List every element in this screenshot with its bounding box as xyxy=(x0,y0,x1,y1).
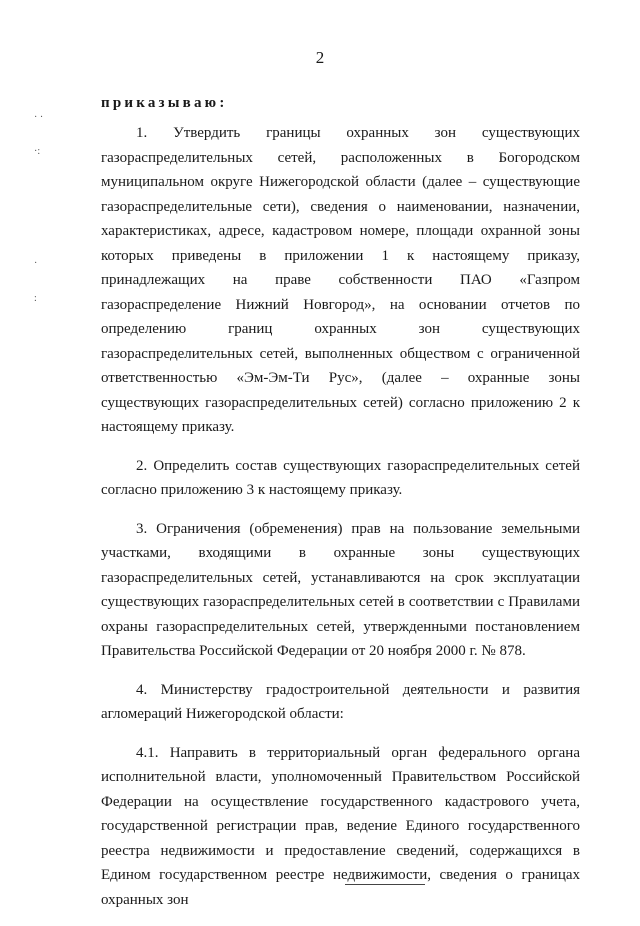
footer-rule xyxy=(345,884,425,885)
page-number: 2 xyxy=(315,48,325,67)
order-heading: приказываю: xyxy=(101,95,228,111)
document-body xyxy=(101,121,580,926)
paragraph-3: 3. Ограничения (обременения) прав на пользование земельными участками, входящими в охранные зоны существующих газораспределительных сетей, устанавливаются на срок эксплуатации существующих газораспределительных сетей в соответствии с Правилами охраны газораспределительных сетей, утвержденными постановлением Правительства Российской Федерации от 20 ноября 2000 г. № 878. xyxy=(101,520,580,659)
paragraph-4-1: 4.1. Направить в территориальный орган федерального органа исполнительной власти, уполномоченный Правительством Российской Федерации на осуществление государственного кадастрового учета, государственной регистрации прав, ведение Единого государственного реестра недвижимости и предоставление сведений, содержащихся в Едином государственном реестре недвижимости, сведения о границах охранных зон xyxy=(101,744,580,908)
paragraph-4: 4. Министерству градостроительной деятельности и развития агломераций Нижегородской области: xyxy=(101,681,580,722)
scan-speck: · · xyxy=(34,112,44,123)
scan-speck: : xyxy=(34,293,37,304)
scan-speck: · xyxy=(34,258,38,269)
scan-speck: ·: xyxy=(34,146,41,157)
paragraph-2: 2. Определить состав существующих газораспределительных сетей согласно приложению 3 к настоящему приказу. xyxy=(101,457,580,498)
paragraph-1: 1. Утвердить границы охранных зон существующих газораспределительных сетей, расположенных в Богородском муниципальном округе Нижегородской области (далее – существующие газораспределительные сети), сведения о наименовании, назначении, характеристиках, адресе, кадастровом номере, площади охранной зоны которых приведены в приложении 1 к настоящему приказу, принадлежащих на праве собственности ПАО «Газпром газораспределение Нижний Новгород», на основании отчетов по определению границ охранных зон существующих газораспределительных сетей, выполненных обществом с ограниченной ответственностью «Эм-Эм-Ти Рус», (далее – охранные зоны существующих газораспределительных сетей) согласно приложению 2 к настоящему приказу. xyxy=(101,125,580,435)
